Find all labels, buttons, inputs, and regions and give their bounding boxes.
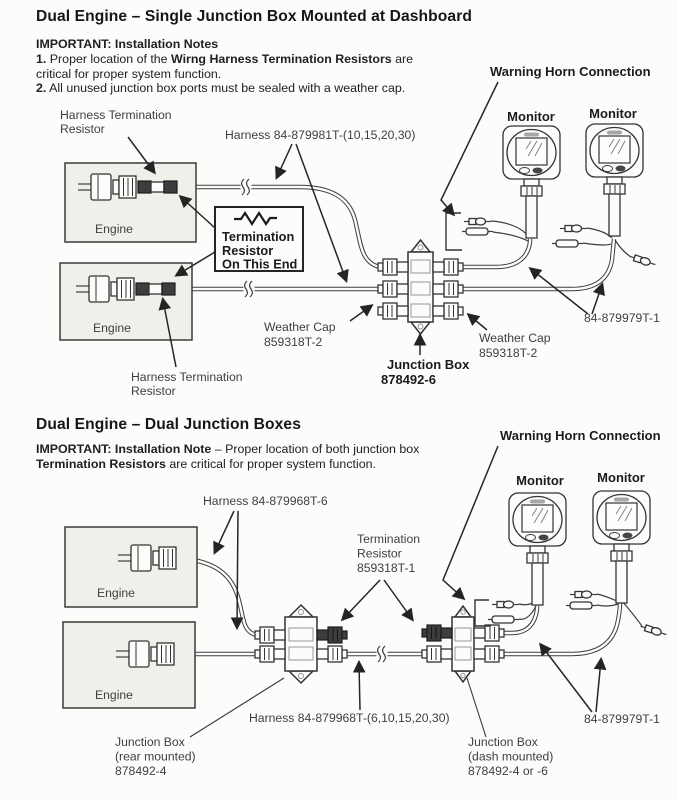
monitor-right-bullet-2 (570, 591, 597, 598)
horn-splice-connector (462, 228, 493, 235)
junction-box-rear-mounted (285, 605, 317, 683)
note1-line2: critical for proper system function. (36, 66, 222, 81)
section2-note (36, 442, 648, 472)
harness-879979-label: 84-879979T-1 (584, 311, 660, 325)
term-resistor-label-2: Resistor (357, 546, 402, 561)
section1-note-1 (36, 52, 506, 82)
harness-term-resistor-bottom-label-1: Harness Termination (131, 370, 243, 384)
termination-resistor-cap-jbox2 (422, 625, 452, 641)
junction-dash-label-2: (dash mounted) (468, 749, 554, 764)
section1-title: Dual Engine – Single Junction Box Mounted at Dashboard (36, 8, 472, 25)
term-resistor-label-3: 859318T-1 (357, 561, 416, 575)
junction-rear-label-1: Junction Box (115, 735, 185, 749)
engine-bottom-label: Engine (93, 321, 131, 335)
note-bold-1: IMPORTANT: Installation Note (36, 442, 212, 456)
horn-splice-connector-2 (488, 616, 519, 623)
termination-resistor-inline-2b (162, 283, 175, 295)
wire-break-3 (377, 645, 388, 663)
wire-break-1 (241, 178, 252, 196)
termination-resistor-inline-1b (164, 181, 177, 193)
section1-notes-header: IMPORTANT: Installation Notes (36, 37, 219, 51)
monitor-right-bullet (560, 225, 587, 232)
monitor-gauge-right-2 (593, 491, 650, 603)
weather-cap-right-label-1: Weather Cap (479, 331, 551, 345)
callout-line-3: On This End (222, 256, 298, 272)
diagram-dual-junction-boxes (63, 428, 667, 778)
monitor-right-harness-wire (463, 239, 614, 289)
junction-dash-label-1: Junction Box (468, 735, 538, 749)
monitor-gauge-left-2 (509, 493, 566, 605)
arrow-warning-horn (441, 82, 498, 214)
arrow-harness-968-a (215, 511, 234, 552)
arrow-harness-968-multi (359, 663, 360, 710)
note1-after: are (391, 51, 414, 66)
arrow-879979-short-2 (596, 660, 601, 712)
termination-resistor-cap-jbox1 (317, 627, 347, 643)
arrow-weather-cap-right (469, 315, 487, 330)
jbox2-port-right-bottom (474, 646, 504, 662)
jbox1-port-right-bottom (317, 646, 347, 662)
monitor-right-tap-wire-5 (597, 604, 618, 606)
monitor-right-label-2: Monitor (597, 470, 645, 485)
warning-horn-label: Warning Horn Connection (490, 64, 651, 79)
wire-break-2 (244, 280, 255, 298)
junction-box-label-2: 878492-6 (381, 372, 436, 387)
leader-junction-rear (190, 678, 284, 737)
section1-note-2 (36, 81, 506, 96)
termination-resistor-inline-2a (136, 283, 149, 295)
section2-header (36, 416, 648, 472)
warning-horn-label-2: Warning Horn Connection (500, 428, 661, 443)
junction-port-left-top (378, 259, 408, 275)
note1-text: Proper location of the (46, 51, 172, 66)
junction-rear-label-3: 878492-4 (115, 764, 167, 778)
weather-cap-right-label-2: 859318T-2 (479, 346, 538, 360)
note1-bold: Wirng Harness Termination Resistors (171, 51, 392, 66)
horn-tap-wire-2 (493, 232, 528, 241)
engine-bottom-label-2: Engine (95, 688, 133, 702)
note2-text: All unused junction box ports must be sealed with a weather cap. (46, 81, 406, 96)
harness-end-bullet (629, 253, 657, 268)
harness-879979-label-2: 84-879979T-1 (584, 712, 660, 726)
section1-notes (36, 37, 506, 96)
horn-tap-wire-1 (491, 221, 528, 236)
harness-term-resistor-bottom-label-2: Resistor (131, 384, 176, 398)
monitor-right-splice (552, 240, 583, 247)
harness-main-label: Harness 84-879981T-(10,15,20,30) (225, 128, 416, 142)
monitor-right-tap-wire-1 (587, 228, 612, 238)
warning-horn-bracket-2 (475, 600, 491, 626)
junction-port-right-middle (433, 281, 463, 297)
warning-horn-bracket (446, 213, 462, 250)
monitor-right-tap-wire-4 (597, 594, 617, 601)
arrow-harness-968-b (237, 511, 238, 627)
junction-port-left-middle (378, 281, 408, 297)
engine-top-label-2: Engine (97, 586, 135, 600)
leader-junction-dash (467, 678, 486, 737)
monitor-right-label: Monitor (589, 106, 637, 121)
arrow-weather-cap-left (350, 306, 371, 321)
junction-rear-label-2: (rear mounted) (115, 749, 196, 764)
engine-top-label: Engine (95, 222, 133, 236)
horn-bullet-connector-2 (492, 601, 519, 608)
jbox2-port-right-top (474, 625, 504, 641)
callout-line-2: Resistor (222, 243, 274, 258)
jbox1-port-left-bottom (255, 646, 285, 662)
termination-resistor-inline-1a (138, 181, 151, 193)
jbox2-port-left-bottom (422, 646, 452, 662)
term-resistor-label-1: Termination (357, 532, 420, 546)
monitor-gauge-right (586, 124, 643, 236)
harness-sleeve-2 (149, 284, 162, 294)
jbox1-port-left-top (255, 627, 285, 643)
note1-number: 1. (36, 51, 47, 66)
weather-cap-left-label-2: 859318T-2 (264, 335, 323, 349)
weather-cap-port-right (433, 303, 463, 319)
note-post: are critical for proper system function. (165, 457, 376, 471)
callout-line-1: Termination (222, 229, 295, 244)
weather-cap-left-label-1: Weather Cap (264, 320, 336, 334)
monitor-right-splice-2 (566, 602, 597, 609)
section2-title: Dual Engine – Dual Junction Boxes (36, 416, 301, 433)
junction-port-right-top (433, 259, 463, 275)
junction-box-dash-mounted (452, 606, 474, 682)
note-mid: – Proper location of both junction box (211, 442, 420, 456)
harness-term-resistor-top-label-1: Harness Termination (60, 108, 172, 122)
arrow-879979-long (531, 269, 588, 314)
monitor-gauge-left (503, 126, 560, 238)
arrow-harness-label-upper (277, 144, 292, 177)
note-bold-2: Termination Resistors (36, 457, 166, 471)
monitor-right-tap-wire-3 (615, 240, 631, 257)
note2-number: 2. (36, 81, 47, 96)
weather-cap-port-left (378, 303, 408, 319)
monitor-left-label: Monitor (507, 109, 555, 124)
arrow-term-resistor-a (343, 580, 380, 619)
junction-dash-label-3: 878492-4 or -6 (468, 764, 548, 778)
horn-bullet-connector (464, 218, 491, 225)
junction-box-878492-6 (408, 240, 433, 334)
monitor-left-label-2: Monitor (516, 473, 564, 488)
junction-box-label-1: Junction Box (387, 357, 470, 372)
diagram-single-junction-box (60, 64, 660, 398)
section1-header (36, 8, 648, 96)
monitor-right-tap-wire-2 (583, 243, 611, 245)
harness-968-multi-label: Harness 84-879968T-(6,10,15,20,30) (249, 711, 450, 725)
arrow-879979-short (592, 285, 602, 314)
harness-sleeve-1 (151, 182, 164, 192)
monitor-right-tap-wire-6 (622, 601, 642, 626)
harness-term-resistor-top-label-2: Resistor (60, 122, 105, 136)
monitor-left-harness-wire (463, 239, 530, 267)
harness-968-6-label: Harness 84-879968T-6 (203, 494, 328, 508)
harness-end-bullet-2 (640, 623, 668, 638)
arrow-term-resistor-b (384, 580, 412, 619)
